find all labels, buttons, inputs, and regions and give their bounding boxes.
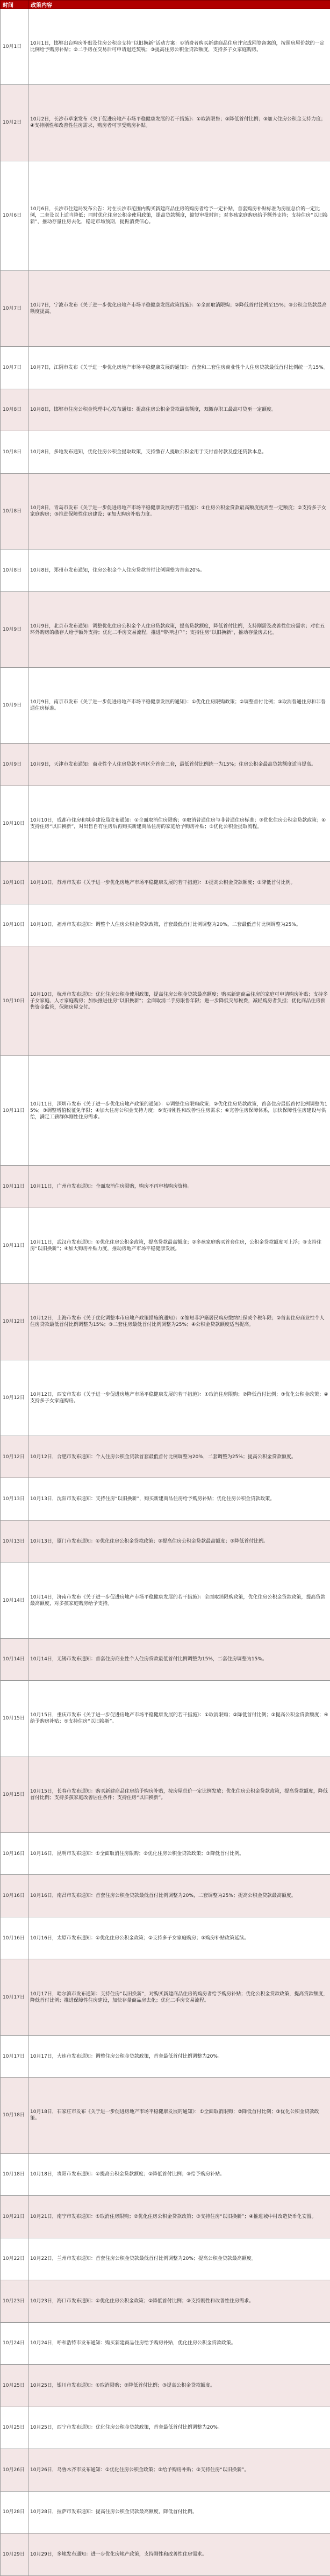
date-cell: 10月11日	[1, 1056, 28, 1166]
date-cell: 10月8日	[1, 473, 28, 549]
policy-content-cell: 10月25日，西宁市发布通知：优化住房公积金贷款政策，首套最低首付比例调整为20%。	[28, 2407, 330, 2449]
table-row	[1, 904, 330, 946]
table-row	[1, 85, 330, 161]
table-row	[1, 2407, 330, 2449]
policy-content-cell: 10月9日，南京市发布《关于进一步促进房地产市场平稳健康发展的通知》：①优化住房限购政策；②调整首付比例；③取消普通住房和非普通住房标准。	[28, 667, 330, 743]
date-cell: 10月23日	[1, 2280, 28, 2323]
policy-content-cell: 10月13日，厦门市发布通知：①优化住房公积金贷款政策；②提高住房公积金贷款最高额度；③降低首付比例。	[28, 1520, 330, 1562]
date-cell: 10月12日	[1, 1284, 28, 1360]
table-row	[1, 2078, 330, 2153]
date-cell: 10月26日	[1, 2449, 28, 2492]
date-cell: 10月21日	[1, 2196, 28, 2238]
policy-content-cell: 10月6日，长沙市住建局发布公告：对在长沙市范围内购买新建商品住房的购房者给予一定补贴，首套购房补贴标准为房屋总价的一定比例，二套及以上适当降低；同时优化住房公积金使用政策，提高贷款额度，缩短审批时间；对多孩家庭购房给予额外支持；支持住房“以旧换新”，推动存量住房去化，稳定市场预期，提振消费信心。	[28, 161, 330, 270]
policy-content-cell: 10月2日，长沙市草案发布《关于促进房地产市场平稳健康发展的若干措施》：①取消限售；②降低首付比例；③加大住房公积金支持力度；④支持刚性和改善性住房需求，购房者可享受购房补贴。	[28, 85, 330, 161]
policy-content-cell: 10月16日，太原市发布通知：①优化住房公积金政策；②支持多子女家庭购房；③购房补贴政策延续。	[28, 1917, 330, 1959]
date-cell: 10月16日	[1, 1917, 28, 1959]
policy-content-cell: 10月9日，天津市发布通知：商业性个人住房贷款不再区分首套二套，最低首付比例统一为15%；住房公积金最高贷款额度适当提高。	[28, 744, 330, 786]
date-column-header: 时间	[1, 1, 28, 9]
date-cell: 10月10日	[1, 786, 28, 861]
date-cell: 10月16日	[1, 1832, 28, 1875]
policy-content-cell: 10月24日，呼和浩特市发布通知：购买新建商品住房给予购房补贴，优化住房公积金贷款政策。	[28, 2322, 330, 2365]
date-cell: 10月28日	[1, 2491, 28, 2534]
table-row	[1, 1832, 330, 1875]
table-row	[1, 1959, 330, 2035]
date-cell: 10月10日	[1, 904, 28, 946]
content-column-header: 政策内容	[28, 1, 330, 9]
table-row	[1, 1166, 330, 1208]
policy-content-cell: 10月8日，青岛市发布《关于进一步促进房地产市场平稳健康发展的若干措施》：①住房公积金贷款最高额度提高至一定额度；②支持多子女家庭购房；③推进保障性住房建设；④加大购房补贴力度。	[28, 473, 330, 549]
table-row	[1, 2035, 330, 2078]
date-cell: 10月11日	[1, 1166, 28, 1208]
table-row	[1, 2280, 330, 2323]
table-row	[1, 1562, 330, 1638]
date-cell: 10月8日	[1, 550, 28, 592]
table-row	[1, 667, 330, 743]
table-row	[1, 389, 330, 431]
policy-content-cell: 10月23日，海口市发布通知：①优化住房公积金政策；②降低首付比例；③支持刚性和改善性住房需求。	[28, 2280, 330, 2323]
policy-content-cell: 10月17日，大连市发布通知：调整住房公积金贷款政策，首套最低首付比例调整为20%。	[28, 2035, 330, 2078]
date-cell: 10月25日	[1, 2407, 28, 2449]
table-row	[1, 270, 330, 346]
policy-content-cell: 10月29日，多地发布通知：进一步优化房地产政策，支持刚性和改善性住房需求。	[28, 2534, 330, 2576]
policy-content-cell: 10月11日，深圳市发布《关于进一步优化房地产政策的通知》：①调整住房限购政策；②优化住房贷款政策，首套住房最低首付比例调整为15%；③调整增值税征免年限；④加大住房公积金支持力度；⑤支持刚性和改善性住房需求；⑥完善住房保障体系，加快保障性住房建设与供给，满足工薪群体刚性住房需求。	[28, 1056, 330, 1166]
date-cell: 10月7日	[1, 347, 28, 389]
table-row	[1, 2238, 330, 2280]
date-cell: 10月10日	[1, 862, 28, 904]
date-cell: 10月22日	[1, 2238, 28, 2280]
policy-content-cell: 10月7日，江阴市发布《关于进一步优化房地产市场平稳健康发展的通知》：首套和二套住房商业性个人住房贷款最低首付比例统一为15%。	[28, 347, 330, 389]
date-cell: 10月2日	[1, 85, 28, 161]
table-row	[1, 2365, 330, 2407]
table-row	[1, 744, 330, 786]
policy-content-cell: 10月18日，贵阳市发布通知：①提高公积金贷款额度；②降低首付比例；③给予购房补贴。	[28, 2153, 330, 2196]
policy-content-cell: 10月14日，济南市发布《关于进一步促进房地产市场平稳健康发展的若干措施》：全面取消限购政策，优化住房公积金贷款政策，提高贷款最高额度，对多孩家庭购房给予支持。	[28, 1562, 330, 1638]
date-cell: 10月10日	[1, 946, 28, 1056]
table-row	[1, 1478, 330, 1521]
policy-content-cell: 10月12日，上海市发布《关于优化调整本市房地产政策措施的通知》：①缩短非沪籍居民购房缴纳社保或个税年限；②首套住房商业性个人住房贷款最低首付比例调整为15%；③二套住房最低首付比例调整为25%；④公积金贷款额度适当提高。	[28, 1284, 330, 1360]
policy-content-cell: 10月1日，邯郸出台购房补贴及住房公积金支持“以旧换新”活动方案：①消费者购买新建商品住房并完成网签备案的，按照房屋价款的一定比例给予购房补贴；②二手房在交易后可申请退还契税；③提高住房公积金贷款额度，支持多子女家庭购房。	[28, 9, 330, 85]
date-cell: 10月18日	[1, 2078, 28, 2153]
table-row	[1, 1208, 330, 1283]
date-cell: 10月17日	[1, 1959, 28, 2035]
table-row	[1, 591, 330, 667]
date-cell: 10月8日	[1, 431, 28, 474]
policy-content-cell: 10月28日，拉萨市发布通知：提高住房公积金贷款最高额度，降低首付比例。	[28, 2491, 330, 2534]
policy-content-cell: 10月10日，福州市发布通知：调整个人住房公积金贷款政策，首套最低首付比例调整为20%，二套最低首付比例调整为25%。	[28, 904, 330, 946]
date-cell: 10月14日	[1, 1562, 28, 1638]
policy-rows	[1, 9, 330, 2576]
table-row	[1, 1875, 330, 1917]
date-cell: 10月8日	[1, 389, 28, 431]
policy-content-cell: 10月26日，乌鲁木齐市发布通知：①优化住房公积金政策；②给予购房补贴；③支持住房“以旧换新”。	[28, 2449, 330, 2492]
table-row	[1, 1056, 330, 1166]
date-cell: 10月13日	[1, 1520, 28, 1562]
date-cell: 10月14日	[1, 1638, 28, 1681]
policy-content-cell: 10月25日，银川市发布通知：①取消限购；②降低首付比例；③提高公积金贷款额度。	[28, 2365, 330, 2407]
policy-content-cell: 10月9日，北京市发布通知：调整优化住房公积金个人住房贷款政策，提高贷款额度，降低首付比例，支持刚需及改善性住房需求；对在五环外购房的缴存人给予额外支持；优化二手房交易流程，推进“带押过户”；支持住房“以旧换新”，推动存量房去化。	[28, 591, 330, 667]
table-row	[1, 862, 330, 904]
policy-content-cell: 10月13日，沈阳市发布通知：支持住房“以旧换新”，购买新建商品住房给予购房补贴；优化住房公积金贷款政策。	[28, 1478, 330, 1521]
policy-content-cell: 10月17日，哈尔滨市发布通知：支持住房“以旧换新”，对购买新建商品住房的购房者给予购房补贴；优化公积金贷款政策，提高贷款额度，降低首付比例；推进保障性住房建设，加快存量商品房去化；优化二手房交易流程。	[28, 1959, 330, 2035]
table-row	[1, 347, 330, 389]
table-row	[1, 431, 330, 474]
table-row	[1, 473, 330, 549]
date-cell: 10月16日	[1, 1875, 28, 1917]
table-row	[1, 1681, 330, 1757]
table-row	[1, 1436, 330, 1478]
table-row	[1, 1917, 330, 1959]
date-cell: 10月24日	[1, 2322, 28, 2365]
policy-content-cell: 10月16日，南昌市发布通知：首套住房公积金贷款最低首付比例调整为20%，二套调整为25%；提高公积金贷款最高额度。	[28, 1875, 330, 1917]
table-row	[1, 550, 330, 592]
policy-content-cell: 10月14日，无锡市发布通知：首套住房商业性个人住房贷款最低首付比例调整为15%，二套住房调整为15%。	[28, 1638, 330, 1681]
date-cell: 10月13日	[1, 1478, 28, 1521]
policy-content-cell: 10月11日，武汉市发布通知：①优化住房公积金政策，提高贷款最高额度；②多孩家庭购买首套住房，公积金贷款额度可上浮；③支持住房“以旧换新”；④加大购房补贴力度，推动房地产市场平稳健康发展。	[28, 1208, 330, 1283]
policy-content-cell: 10月8日，郑州市发布通知，住房公积金个人住房贷款首付比例调整为首套20%。	[28, 550, 330, 592]
table-row	[1, 2196, 330, 2238]
date-cell: 10月11日	[1, 1208, 28, 1283]
policy-content-cell: 10月8日，多地发布通知，优化住房公积金提取政策，支持缴存人提取公积金用于支付首付款及偿还贷款本息。	[28, 431, 330, 474]
date-cell: 10月12日	[1, 1360, 28, 1436]
table-row	[1, 1360, 330, 1436]
table-row	[1, 9, 330, 85]
policy-content-cell: 10月10日，成都市住房和城乡建设局发布通知：①全面取消住房限购；②取消普通住房与非普通住房标准；③优化住房公积金贷款政策；④支持住房“以旧换新”，对出售自有住房后再购买新建商品住房的家庭给予购房补贴；⑤优化公积金提取流程。	[28, 786, 330, 861]
table-row	[1, 1284, 330, 1360]
policy-content-cell: 10月7日，宁波市发布《关于进一步优化房地产市场平稳健康发展政策措施》：①全面取消限购；②降低首付比例至15%；③公积金贷款最高额度提高。	[28, 270, 330, 346]
date-cell: 10月15日	[1, 1681, 28, 1757]
policy-content-cell: 10月10日，苏州市发布《关于进一步优化房地产市场平稳健康发展的若干措施》：①提高公积金贷款额度；②降低首付比例。	[28, 862, 330, 904]
date-cell: 10月18日	[1, 2153, 28, 2196]
policy-content-cell: 10月11日，广州市发布通知：全面取消住房限购，购房不再审核购房资格。	[28, 1166, 330, 1208]
table-row	[1, 2534, 330, 2576]
date-cell: 10月9日	[1, 591, 28, 667]
policy-content-cell: 10月12日，西安市发布《关于进一步促进房地产市场平稳健康发展的若干措施》：①取消住房限购；②降低首付比例；③优化公积金政策；④支持多子女家庭购房。	[28, 1360, 330, 1436]
table-row	[1, 2491, 330, 2534]
policy-content-cell: 10月15日，长春市发布通知：购买新建商品住房给予购房补贴，按房屋总价一定比例发放；优化住房公积金贷款政策，提高贷款额度，降低首付比例；支持多孩家庭改善居住条件；支持住房“以旧换新”。	[28, 1757, 330, 1832]
table-row	[1, 1757, 330, 1832]
date-cell: 10月15日	[1, 1757, 28, 1832]
date-cell: 10月29日	[1, 2534, 28, 2576]
policy-content-cell: 10月8日，邯郸市住房公积金管理中心发布通知：提高住房公积金贷款最高额度，双缴存职工最高可贷至一定额度。	[28, 389, 330, 431]
table-row	[1, 786, 330, 861]
date-cell: 10月6日	[1, 161, 28, 270]
table-row	[1, 161, 330, 270]
date-cell: 10月7日	[1, 270, 28, 346]
table-row	[1, 946, 330, 1056]
table-row	[1, 2153, 330, 2196]
table-row	[1, 2322, 330, 2365]
date-cell: 10月17日	[1, 2035, 28, 2078]
policy-content-cell: 10月15日，重庆市发布《关于进一步促进房地产市场平稳健康发展的若干措施》：①取消限购；②降低首付比例；③提高公积金贷款额度；④给予购房补贴；⑤支持住房“以旧换新”。	[28, 1681, 330, 1757]
date-cell: 10月25日	[1, 2365, 28, 2407]
table-row	[1, 1520, 330, 1562]
date-cell: 10月9日	[1, 744, 28, 786]
date-cell: 10月1日	[1, 9, 28, 85]
policy-content-cell: 10月22日，兰州市发布通知：首套住房公积金贷款最低首付比例调整为20%；提高公积金贷款最高额度。	[28, 2238, 330, 2280]
table-header-row	[1, 1, 330, 9]
date-cell: 10月9日	[1, 667, 28, 743]
policy-content-cell: 10月16日，昆明市发布通知：①全面取消住房限购；②优化住房公积金贷款政策；③降低首付比例。	[28, 1832, 330, 1875]
policy-content-cell: 10月10日，杭州市发布通知：优化住房公积金使用政策，提高住房公积金贷款最高额度；购买新建商品住房的家庭可申请购房补贴；支持多子女家庭、人才家庭购房；加快推进住房“以旧换新”；全面取消二手房限售年限；进一步降低交易税费，减轻购房者负担；优化商品住房预售资金监管，保障房屋交付。	[28, 946, 330, 1056]
table-row	[1, 1638, 330, 1681]
policy-content-cell: 10月18日，石家庄市发布《关于进一步促进房地产市场平稳健康发展的通知》：①全面取消限购；②降低首付比例；③优化公积金贷款政策。	[28, 2078, 330, 2153]
policy-content-cell: 10月12日，合肥市发布通知：个人住房公积金贷款首套最低首付比例调整为20%，二套调整为25%；提高公积金贷款额度。	[28, 1436, 330, 1478]
table-row	[1, 2449, 330, 2492]
policy-content-cell: 10月21日，南宁市发布通知：①取消住房限购；②优化住房公积金贷款政策；③支持住房“以旧换新”；④推进城中村改造货币化安置。	[28, 2196, 330, 2238]
date-cell: 10月12日	[1, 1436, 28, 1478]
